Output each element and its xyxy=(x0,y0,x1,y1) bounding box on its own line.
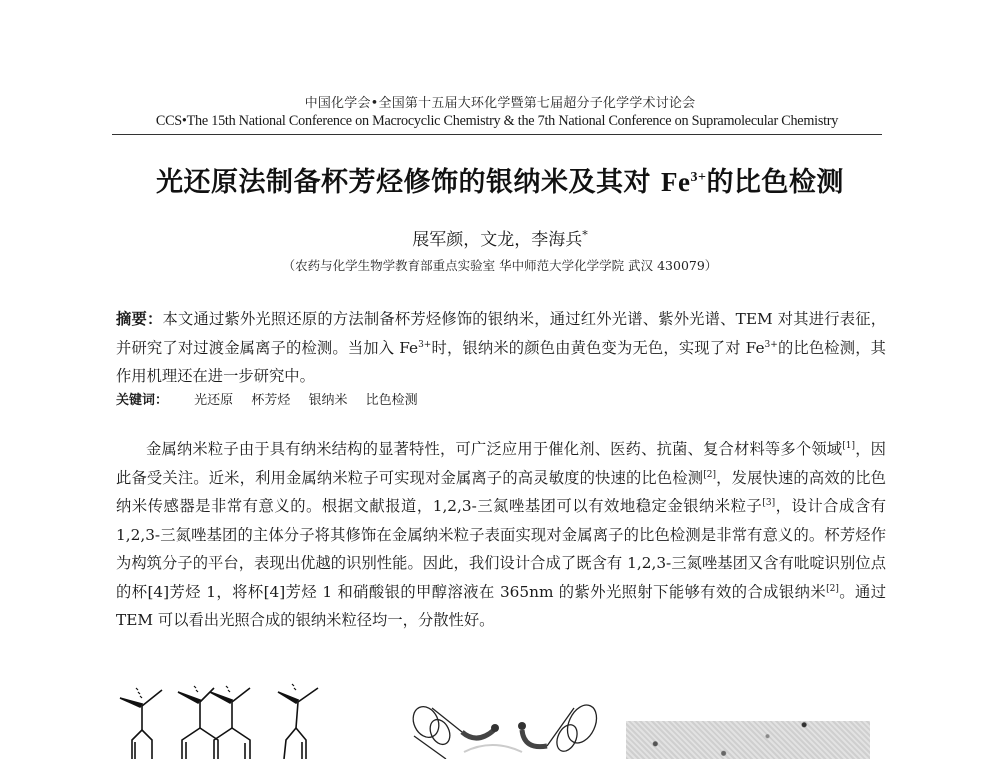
calixarene-structure-figure xyxy=(110,670,340,759)
author-names: 展军颜，文龙，李海兵 xyxy=(412,230,583,250)
abstract xyxy=(116,305,886,391)
keyword: 比色检测 xyxy=(365,393,418,408)
title-superscript: 3+ xyxy=(690,170,707,185)
abstract-text-2: 时，银纳米的颜色由黄色变为无色，实现了对 Fe xyxy=(431,338,765,357)
keywords-label: 关键词： xyxy=(116,393,169,408)
abstract-text-1: 本文通过紫外光照还原的方法制备杯芳烃修饰的银纳米，通过红外光谱、紫外光谱、TEM 对其进行表征，并研究了对过渡金属离子的检测。当加入 Fe xyxy=(116,310,886,357)
title-prefix: 光还原法制备杯芳烃修饰的银纳米及其对 xyxy=(156,167,661,198)
authors xyxy=(0,225,1000,250)
keyword: 杯芳烃 xyxy=(251,393,291,408)
body-seg-1: 金属纳米粒子由于具有纳米结构的显著特性，可广泛应用于催化剂、医药、抗菌、复合材料等多个领域 xyxy=(146,440,843,458)
body-seg-3: ，发展快速的高效的比色纳米传感器是非常有意义的。根据文献报道，1,2,3-三氮唑基团可以有效地稳定金银纳米粒子 xyxy=(116,468,886,515)
body-seg-5: 。通过 TEM 可以看出光照合成的银纳米粒径均一，分散性好。 xyxy=(116,582,886,629)
tem-image xyxy=(626,721,870,759)
paper-title xyxy=(0,160,1000,199)
calixarene-cup-schematic xyxy=(402,700,622,759)
body-paragraph xyxy=(116,435,886,635)
citation-ref: [2] xyxy=(826,583,839,594)
conference-header-cn: 中国化学会•全国第十五届大环化学暨第七届超分子化学学术讨论会 xyxy=(304,96,696,111)
citation-ref: [3] xyxy=(762,497,776,508)
affiliation: （农药与化学生物学教育部重点实验室 华中师范大学化学学院 武汉 430079） xyxy=(282,258,718,273)
abstract-text-3: 的比色检测，其作用机理还在进一步研究中。 xyxy=(116,338,886,385)
conference-header-en: CCS•The 15th National Conference on Macrocyclic Chemistry & the 7th National Conference on Supramolecular Chemistry xyxy=(155,113,839,129)
keyword: 光还原 xyxy=(194,393,234,408)
keyword: 银纳米 xyxy=(308,393,348,408)
abstract-sup-1: 3+ xyxy=(418,339,432,350)
citation-ref: [2] xyxy=(703,469,716,480)
abstract-sup-2: 3+ xyxy=(764,339,778,350)
header-divider xyxy=(112,134,882,135)
abstract-label: 摘要： xyxy=(116,310,163,328)
title-suffix: 的比色检测 xyxy=(706,167,844,198)
body-seg-2: ，因此备受关注。近米，利用金属纳米粒子可实现对金属离子的高灵敏度的快速的比色检测 xyxy=(116,440,886,487)
citation-ref: [1] xyxy=(842,440,856,451)
tert-butyl-group xyxy=(120,688,162,730)
body-seg-4: ，设计合成含有 1,2,3-三氮唑基团的主体分子将其修饰在金属纳米粒子表面实现对金属离子的比色检测是非常有意义的。杯芳烃作为构筑分子的平台，表现出优越的识别性能。因此，我们设计合成了既含有 1,2,3-三氮唑基团又含有吡啶识别位点的杯[4]芳烃 1，将杯[4]芳烃 1 和硝酸银的甲醇溶液在 365nm 的紫外光照射下能够有效的合成银纳米 xyxy=(116,497,886,601)
corresponding-author-mark: * xyxy=(582,228,588,242)
keywords xyxy=(116,389,432,408)
title-fe: Fe xyxy=(660,167,691,197)
